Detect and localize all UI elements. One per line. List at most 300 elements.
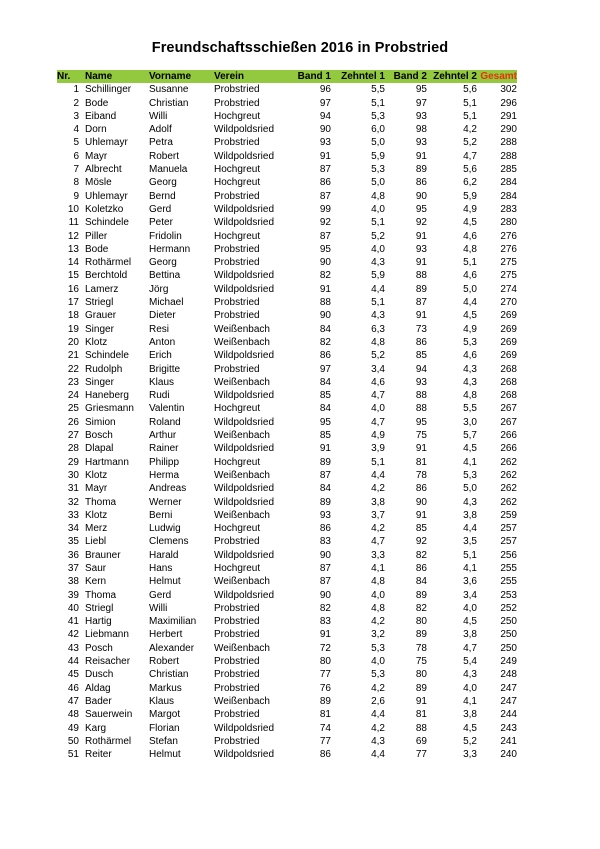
cell-name: Singer xyxy=(85,376,114,388)
cell-verein: Probstried xyxy=(214,682,260,694)
cell-name: Striegl xyxy=(85,602,114,614)
table-row xyxy=(57,176,517,189)
cell-band2: 92 xyxy=(415,536,427,548)
cell-band1: 81 xyxy=(319,709,331,721)
cell-name: Lamerz xyxy=(85,283,119,295)
table-row xyxy=(57,549,517,562)
cell-band2: 91 xyxy=(415,257,427,269)
cell-zehntel2: 4,4 xyxy=(463,297,477,309)
col-header-zehntel1: Zehntel 1 xyxy=(341,71,385,82)
cell-nr: 18 xyxy=(67,310,79,322)
cell-zehntel1: 3,8 xyxy=(371,496,385,508)
cell-vorname: Hans xyxy=(149,562,173,574)
cell-gesamt: 250 xyxy=(500,629,517,641)
cell-gesamt: 269 xyxy=(500,323,517,335)
cell-zehntel2: 4,2 xyxy=(463,124,477,136)
cell-vorname: Manuela xyxy=(149,164,188,176)
cell-name: Piller xyxy=(85,230,108,242)
cell-zehntel2: 4,0 xyxy=(463,602,477,614)
cell-verein: Probstried xyxy=(214,709,260,721)
cell-zehntel2: 4,6 xyxy=(463,270,477,282)
cell-vorname: Philipp xyxy=(149,456,180,468)
table-row xyxy=(57,83,517,96)
table-row xyxy=(57,748,517,761)
cell-vorname: Helmut xyxy=(149,576,181,588)
cell-band1: 86 xyxy=(319,523,331,535)
cell-band2: 92 xyxy=(415,217,427,229)
cell-vorname: Bettina xyxy=(149,270,181,282)
col-header-verein: Verein xyxy=(214,71,245,82)
cell-name: Rothärmel xyxy=(85,735,132,747)
cell-verein: Wildpoldsried xyxy=(214,443,275,455)
cell-zehntel2: 3,8 xyxy=(463,509,477,521)
cell-band1: 85 xyxy=(319,390,331,402)
cell-vorname: Christian xyxy=(149,97,189,109)
cell-band2: 93 xyxy=(415,137,427,149)
cell-zehntel1: 5,1 xyxy=(371,97,385,109)
cell-band1: 84 xyxy=(319,323,331,335)
cell-vorname: Dieter xyxy=(149,310,176,322)
cell-gesamt: 247 xyxy=(500,695,517,707)
cell-zehntel2: 5,2 xyxy=(463,137,477,149)
cell-nr: 6 xyxy=(73,150,79,162)
cell-gesamt: 276 xyxy=(500,230,517,242)
cell-nr: 11 xyxy=(68,217,79,229)
cell-band2: 90 xyxy=(415,496,427,508)
cell-zehntel2: 3,3 xyxy=(463,749,477,761)
cell-band2: 93 xyxy=(415,376,427,388)
table-row xyxy=(57,535,517,548)
table-row xyxy=(57,363,517,376)
cell-name: Bosch xyxy=(85,430,113,442)
cell-name: Reiter xyxy=(85,749,112,761)
cell-band1: 89 xyxy=(319,456,331,468)
cell-band1: 99 xyxy=(319,203,331,215)
cell-zehntel1: 3,7 xyxy=(371,509,385,521)
table-row xyxy=(57,376,517,389)
cell-zehntel1: 5,9 xyxy=(371,270,385,282)
col-header-band2: Band 2 xyxy=(393,71,427,82)
cell-verein: Wildpoldsried xyxy=(214,390,275,402)
table-row xyxy=(57,150,517,163)
cell-nr: 32 xyxy=(67,496,79,508)
cell-band1: 84 xyxy=(319,403,331,415)
cell-name: Rothärmel xyxy=(85,257,132,269)
cell-vorname: Klaus xyxy=(149,695,175,707)
cell-name: Eiband xyxy=(85,110,117,122)
cell-band1: 91 xyxy=(319,150,331,162)
cell-band1: 91 xyxy=(319,283,331,295)
cell-gesamt: 267 xyxy=(500,416,517,428)
cell-zehntel1: 4,0 xyxy=(371,589,385,601)
cell-band2: 91 xyxy=(415,695,427,707)
cell-verein: Hochgreut xyxy=(214,177,261,189)
cell-nr: 19 xyxy=(67,323,79,335)
cell-zehntel1: 5,1 xyxy=(371,456,385,468)
table-row xyxy=(57,389,517,402)
table-row xyxy=(57,615,517,628)
cell-band2: 69 xyxy=(415,735,427,747)
cell-gesamt: 244 xyxy=(500,709,517,721)
cell-verein: Weißenbach xyxy=(214,576,270,588)
cell-zehntel1: 4,8 xyxy=(371,336,385,348)
cell-zehntel1: 2,6 xyxy=(371,695,385,707)
cell-vorname: Herma xyxy=(149,469,180,481)
cell-band2: 82 xyxy=(415,602,427,614)
cell-zehntel2: 5,1 xyxy=(463,97,477,109)
cell-band1: 90 xyxy=(319,124,331,136)
cell-gesamt: 256 xyxy=(500,549,517,561)
cell-vorname: Florian xyxy=(149,722,180,734)
col-header-band1: Band 1 xyxy=(297,71,331,82)
cell-zehntel2: 6,2 xyxy=(463,177,477,189)
cell-vorname: Hermann xyxy=(149,243,191,255)
cell-vorname: Berni xyxy=(149,509,173,521)
cell-gesamt: 291 xyxy=(500,110,517,122)
cell-nr: 3 xyxy=(73,110,79,122)
cell-verein: Wildpoldsried xyxy=(214,483,275,495)
cell-nr: 49 xyxy=(67,722,79,734)
cell-name: Brauner xyxy=(85,549,121,561)
table-row xyxy=(57,230,517,243)
cell-nr: 46 xyxy=(67,682,79,694)
cell-gesamt: 276 xyxy=(500,243,517,255)
cell-name: Reisacher xyxy=(85,656,131,668)
cell-vorname: Fridolin xyxy=(149,230,182,242)
cell-nr: 27 xyxy=(67,430,79,442)
cell-zehntel1: 5,1 xyxy=(371,297,385,309)
cell-nr: 42 xyxy=(67,629,79,641)
cell-verein: Hochgreut xyxy=(214,164,261,176)
cell-name: Kern xyxy=(85,576,107,588)
cell-nr: 4 xyxy=(73,124,79,136)
cell-verein: Hochgreut xyxy=(214,110,261,122)
cell-verein: Probstried xyxy=(214,629,260,641)
table-row xyxy=(57,216,517,229)
cell-band1: 87 xyxy=(319,562,331,574)
table-row xyxy=(57,628,517,641)
cell-zehntel1: 4,3 xyxy=(371,735,385,747)
cell-zehntel1: 4,2 xyxy=(371,483,385,495)
cell-zehntel2: 4,8 xyxy=(463,243,477,255)
cell-verein: Wildpoldsried xyxy=(214,203,275,215)
cell-gesamt: 248 xyxy=(500,669,517,681)
cell-band1: 89 xyxy=(319,695,331,707)
cell-zehntel1: 4,3 xyxy=(371,257,385,269)
table-row xyxy=(57,695,517,708)
cell-vorname: Anton xyxy=(149,336,176,348)
cell-zehntel2: 5,0 xyxy=(463,483,477,495)
cell-zehntel1: 4,0 xyxy=(371,203,385,215)
cell-nr: 36 xyxy=(67,549,79,561)
cell-zehntel1: 5,1 xyxy=(371,217,385,229)
table-row xyxy=(57,722,517,735)
cell-gesamt: 269 xyxy=(500,310,517,322)
cell-verein: Probstried xyxy=(214,97,260,109)
cell-name: Klotz xyxy=(85,469,108,481)
cell-vorname: Jörg xyxy=(149,283,169,295)
cell-vorname: Georg xyxy=(149,177,177,189)
cell-zehntel1: 5,0 xyxy=(371,137,385,149)
cell-zehntel2: 5,1 xyxy=(463,549,477,561)
table-row xyxy=(57,323,517,336)
cell-vorname: Klaus xyxy=(149,376,175,388)
cell-vorname: Alexander xyxy=(149,642,195,654)
cell-zehntel2: 4,1 xyxy=(463,456,477,468)
cell-vorname: Erich xyxy=(149,350,172,362)
cell-band1: 95 xyxy=(319,243,331,255)
cell-name: Haneberg xyxy=(85,390,129,402)
cell-band1: 83 xyxy=(319,616,331,628)
cell-band2: 91 xyxy=(415,509,427,521)
cell-name: Schindele xyxy=(85,350,129,362)
table-row xyxy=(57,456,517,469)
cell-zehntel2: 4,1 xyxy=(463,562,477,574)
col-header-name: Name xyxy=(85,71,113,82)
cell-vorname: Michael xyxy=(149,297,184,309)
cell-band1: 84 xyxy=(319,483,331,495)
cell-band1: 85 xyxy=(319,430,331,442)
table-row xyxy=(57,243,517,256)
cell-name: Bader xyxy=(85,695,112,707)
cell-name: Liebmann xyxy=(85,629,129,641)
cell-band2: 91 xyxy=(415,230,427,242)
table-row xyxy=(57,668,517,681)
page-title: Freundschaftsschießen 2016 in Probstried xyxy=(151,40,449,56)
cell-verein: Weißenbach xyxy=(214,642,270,654)
cell-nr: 51 xyxy=(67,749,79,761)
cell-verein: Probstried xyxy=(214,297,260,309)
cell-gesamt: 274 xyxy=(500,283,517,295)
cell-zehntel2: 4,3 xyxy=(463,376,477,388)
cell-nr: 10 xyxy=(67,203,79,215)
cell-gesamt: 280 xyxy=(500,217,517,229)
cell-gesamt: 288 xyxy=(500,150,517,162)
cell-name: Merz xyxy=(85,523,108,535)
cell-vorname: Harald xyxy=(149,549,179,561)
cell-band1: 90 xyxy=(319,589,331,601)
cell-gesamt: 269 xyxy=(500,336,517,348)
cell-vorname: Robert xyxy=(149,150,180,162)
cell-nr: 12 xyxy=(67,230,79,242)
cell-name: Griesmann xyxy=(85,403,134,415)
cell-zehntel1: 4,7 xyxy=(371,536,385,548)
cell-gesamt: 284 xyxy=(500,177,517,189)
cell-band2: 98 xyxy=(415,124,427,136)
cell-name: Uhlemayr xyxy=(85,137,128,149)
cell-band1: 87 xyxy=(319,469,331,481)
cell-verein: Probstried xyxy=(214,602,260,614)
cell-band2: 86 xyxy=(415,336,427,348)
cell-vorname: Gerd xyxy=(149,203,172,215)
cell-gesamt: 268 xyxy=(500,390,517,402)
table-row xyxy=(57,203,517,216)
cell-zehntel1: 6,0 xyxy=(371,124,385,136)
table-row xyxy=(57,575,517,588)
cell-zehntel2: 5,6 xyxy=(463,164,477,176)
cell-band1: 74 xyxy=(319,722,331,734)
cell-vorname: Georg xyxy=(149,257,177,269)
cell-gesamt: 283 xyxy=(500,203,517,215)
cell-nr: 37 xyxy=(67,562,79,574)
cell-band1: 94 xyxy=(319,110,331,122)
cell-band2: 88 xyxy=(415,390,427,402)
cell-zehntel2: 4,7 xyxy=(463,642,477,654)
cell-zehntel2: 4,4 xyxy=(463,523,477,535)
cell-zehntel2: 5,9 xyxy=(463,190,477,202)
cell-zehntel2: 5,1 xyxy=(463,257,477,269)
cell-zehntel1: 4,8 xyxy=(371,190,385,202)
cell-band2: 87 xyxy=(415,297,427,309)
cell-zehntel2: 4,5 xyxy=(463,616,477,628)
cell-verein: Wildpoldsried xyxy=(214,589,275,601)
cell-band2: 77 xyxy=(415,749,427,761)
cell-vorname: Adolf xyxy=(149,124,172,136)
table-row xyxy=(57,190,517,203)
cell-verein: Wildpoldsried xyxy=(214,150,275,162)
cell-name: Schillinger xyxy=(85,84,132,96)
cell-gesamt: 252 xyxy=(500,602,517,614)
cell-zehntel2: 4,6 xyxy=(463,350,477,362)
table-row xyxy=(57,469,517,482)
cell-zehntel2: 5,4 xyxy=(463,656,477,668)
cell-zehntel1: 4,4 xyxy=(371,749,385,761)
cell-nr: 44 xyxy=(67,656,79,668)
cell-gesamt: 262 xyxy=(500,483,517,495)
cell-gesamt: 240 xyxy=(500,749,517,761)
cell-gesamt: 255 xyxy=(500,576,517,588)
cell-zehntel2: 5,2 xyxy=(463,735,477,747)
cell-verein: Probstried xyxy=(214,84,260,96)
cell-band1: 76 xyxy=(319,682,331,694)
cell-band1: 84 xyxy=(319,376,331,388)
cell-zehntel2: 5,6 xyxy=(463,84,477,96)
cell-gesamt: 302 xyxy=(500,84,517,96)
cell-zehntel1: 3,3 xyxy=(371,549,385,561)
table-row xyxy=(57,562,517,575)
cell-gesamt: 275 xyxy=(500,257,517,269)
cell-nr: 33 xyxy=(67,509,79,521)
cell-nr: 23 xyxy=(67,376,79,388)
cell-zehntel1: 4,2 xyxy=(371,616,385,628)
cell-verein: Weißenbach xyxy=(214,430,270,442)
table-row xyxy=(57,655,517,668)
cell-nr: 8 xyxy=(73,177,79,189)
cell-verein: Probstried xyxy=(214,536,260,548)
cell-zehntel1: 4,0 xyxy=(371,656,385,668)
cell-band1: 87 xyxy=(319,164,331,176)
cell-name: Klotz xyxy=(85,509,108,521)
cell-gesamt: 268 xyxy=(500,376,517,388)
cell-verein: Hochgreut xyxy=(214,562,261,574)
cell-band2: 91 xyxy=(415,443,427,455)
cell-zehntel2: 3,6 xyxy=(463,576,477,588)
cell-verein: Probstried xyxy=(214,190,260,202)
cell-band2: 80 xyxy=(415,669,427,681)
col-header-zehntel2: Zehntel 2 xyxy=(433,71,477,82)
cell-gesamt: 268 xyxy=(500,363,517,375)
cell-verein: Probstried xyxy=(214,735,260,747)
cell-band1: 93 xyxy=(319,137,331,149)
cell-zehntel1: 5,9 xyxy=(371,150,385,162)
cell-band1: 97 xyxy=(319,363,331,375)
table-row xyxy=(57,708,517,721)
cell-band2: 80 xyxy=(415,616,427,628)
cell-zehntel2: 4,3 xyxy=(463,363,477,375)
cell-zehntel2: 4,5 xyxy=(463,443,477,455)
table-row xyxy=(57,735,517,748)
cell-zehntel1: 5,3 xyxy=(371,110,385,122)
cell-verein: Probstried xyxy=(214,257,260,269)
cell-verein: Weißenbach xyxy=(214,695,270,707)
cell-zehntel1: 3,9 xyxy=(371,443,385,455)
col-header-vorname: Vorname xyxy=(149,71,192,82)
cell-zehntel2: 3,8 xyxy=(463,629,477,641)
cell-zehntel2: 5,5 xyxy=(463,403,477,415)
cell-verein: Hochgreut xyxy=(214,403,261,415)
cell-gesamt: 257 xyxy=(500,536,517,548)
cell-vorname: Gerd xyxy=(149,589,172,601)
cell-verein: Wildpoldsried xyxy=(214,416,275,428)
cell-zehntel1: 5,3 xyxy=(371,164,385,176)
cell-band1: 82 xyxy=(319,270,331,282)
cell-vorname: Brigitte xyxy=(149,363,181,375)
cell-band2: 91 xyxy=(415,310,427,322)
cell-name: Dlapal xyxy=(85,443,114,455)
cell-zehntel1: 5,0 xyxy=(371,177,385,189)
cell-nr: 13 xyxy=(67,243,79,255)
cell-name: Schindele xyxy=(85,217,129,229)
table-row xyxy=(57,163,517,176)
cell-name: Liebl xyxy=(85,536,107,548)
cell-zehntel2: 4,1 xyxy=(463,695,477,707)
cell-nr: 28 xyxy=(67,443,79,455)
cell-zehntel1: 5,5 xyxy=(371,84,385,96)
cell-name: Striegl xyxy=(85,297,114,309)
cell-band2: 78 xyxy=(415,642,427,654)
cell-gesamt: 266 xyxy=(500,443,517,455)
table-row xyxy=(57,349,517,362)
cell-nr: 16 xyxy=(67,283,79,295)
cell-zehntel1: 4,9 xyxy=(371,430,385,442)
cell-band1: 90 xyxy=(319,257,331,269)
cell-verein: Weißenbach xyxy=(214,336,270,348)
cell-zehntel1: 4,0 xyxy=(371,403,385,415)
cell-zehntel2: 4,0 xyxy=(463,682,477,694)
cell-verein: Hochgreut xyxy=(214,523,261,535)
cell-zehntel2: 5,0 xyxy=(463,283,477,295)
cell-vorname: Stefan xyxy=(149,735,178,747)
cell-band1: 82 xyxy=(319,336,331,348)
cell-zehntel2: 4,5 xyxy=(463,217,477,229)
table-row xyxy=(57,416,517,429)
cell-verein: Hochgreut xyxy=(214,456,261,468)
cell-zehntel2: 5,3 xyxy=(463,469,477,481)
cell-name: Dorn xyxy=(85,124,107,136)
cell-band1: 89 xyxy=(319,496,331,508)
cell-band1: 87 xyxy=(319,576,331,588)
cell-vorname: Peter xyxy=(149,217,173,229)
cell-zehntel1: 4,8 xyxy=(371,576,385,588)
cell-gesamt: 259 xyxy=(500,509,517,521)
cell-vorname: Roland xyxy=(149,416,181,428)
cell-vorname: Bernd xyxy=(149,190,176,202)
cell-name: Mayr xyxy=(85,483,108,495)
cell-vorname: Herbert xyxy=(149,629,183,641)
cell-nr: 43 xyxy=(67,642,79,654)
cell-band1: 83 xyxy=(319,536,331,548)
table-row xyxy=(57,482,517,495)
